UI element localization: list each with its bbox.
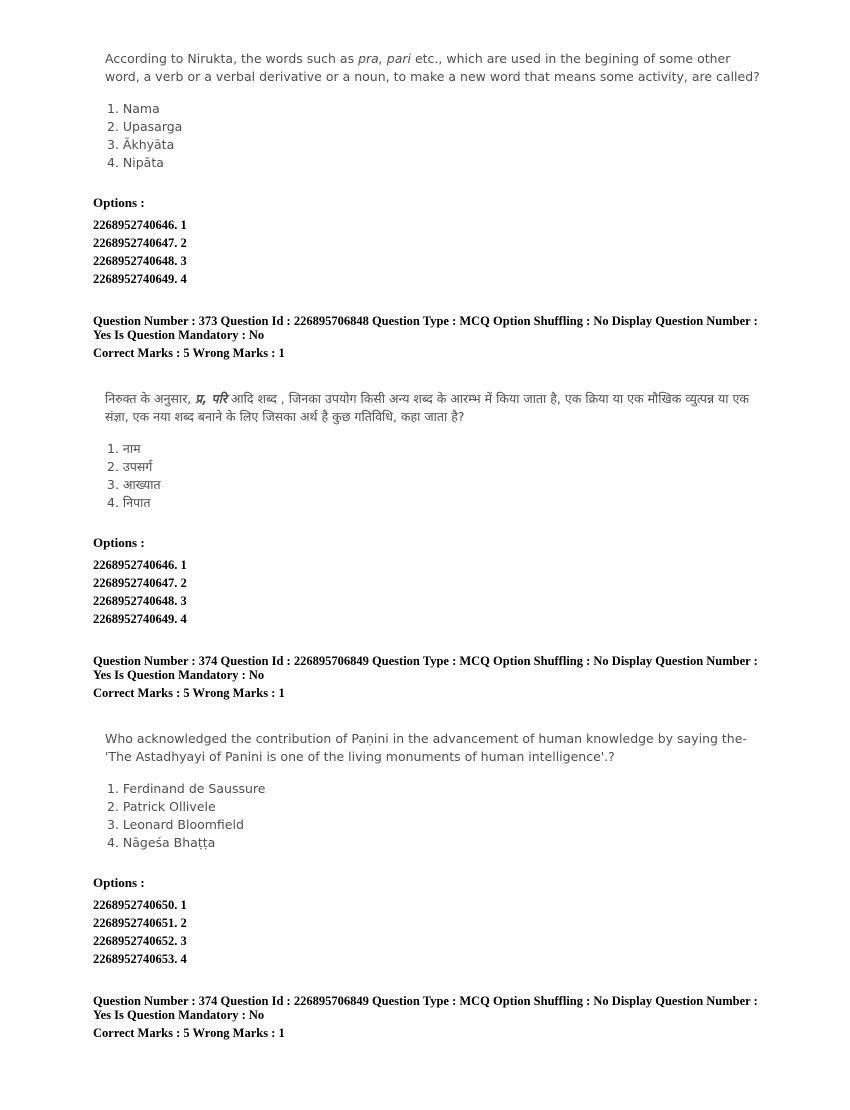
choice-item: 2. Upasarga bbox=[107, 119, 183, 134]
choice-item: 4. निपात bbox=[107, 495, 151, 510]
choice-list bbox=[107, 780, 765, 852]
option-id-row: 2268952740647. 2 bbox=[93, 236, 187, 250]
options-label: Options : bbox=[93, 535, 145, 550]
choice-item: 1. नाम bbox=[107, 441, 141, 456]
question-meta-line: Question Number : 373 Question Id : 226895706848 Question Type : MCQ Option Shuffling : No Display Question Number : Yes Is Question Mandatory : No bbox=[93, 314, 758, 342]
options-label: Options : bbox=[93, 195, 145, 210]
question-meta-block bbox=[93, 314, 765, 360]
option-id-row: 2268952740648. 3 bbox=[93, 254, 187, 268]
choice-item: 2. Patrick Ollivele bbox=[107, 799, 216, 814]
choice-item: 3. आख्यात bbox=[107, 477, 161, 492]
question-block-373-english bbox=[93, 50, 765, 288]
option-id-row: 2268952740649. 4 bbox=[93, 272, 187, 286]
question-text-pre: Who acknowledged the contribution of Paṇini in the advancement of human knowledge by saying the- 'The Astadhyayi of Panini is one of the living monuments of human intelligence'.? bbox=[105, 731, 747, 764]
question-block-374-english bbox=[93, 730, 765, 968]
question-text bbox=[105, 730, 763, 766]
option-id-row: 2268952740649. 4 bbox=[93, 612, 187, 626]
question-text bbox=[105, 50, 763, 86]
question-block-373-hindi bbox=[93, 390, 765, 628]
question-text-post: आदि शब्द , जिनका उपयोग किसी अन्य शब्द के आरम्भ में किया जाता है, एक क्रिया या एक मौखिक व्युत्पन्न या एक संज्ञा, एक नया शब्द बनाने के लिए जिसका अर्थ है कुछ गतिविधि, कहा जाता है? bbox=[105, 391, 750, 424]
question-meta-block bbox=[93, 994, 765, 1040]
option-id-row: 2268952740647. 2 bbox=[93, 576, 187, 590]
choice-list bbox=[107, 440, 765, 512]
marks-line: Correct Marks : 5 Wrong Marks : 1 bbox=[93, 686, 285, 700]
choice-item: 2. उपसर्ग bbox=[107, 459, 153, 474]
marks-line: Correct Marks : 5 Wrong Marks : 1 bbox=[93, 346, 285, 360]
choice-item: 3. Ākhyāta bbox=[107, 137, 175, 152]
marks-line: Correct Marks : 5 Wrong Marks : 1 bbox=[93, 1026, 285, 1040]
question-content bbox=[105, 390, 765, 512]
question-text bbox=[105, 390, 763, 426]
question-content bbox=[105, 730, 765, 852]
options-label: Options : bbox=[93, 875, 145, 890]
choice-item: 4. Nāgeśa Bhaṭṭa bbox=[107, 835, 216, 850]
choice-item: 3. Leonard Bloomfield bbox=[107, 817, 244, 832]
question-text-post: etc., which are used in the begining of some other word, a verb or a verbal derivative or a noun, to make a new word that means some activity, are called? bbox=[105, 51, 760, 84]
choice-list bbox=[107, 100, 765, 172]
option-id-row: 2268952740651. 2 bbox=[93, 916, 187, 930]
choice-item: 4. Nipāta bbox=[107, 155, 164, 170]
option-id-row: 2268952740653. 4 bbox=[93, 952, 187, 966]
option-id-row: 2268952740648. 3 bbox=[93, 594, 187, 608]
question-meta-block bbox=[93, 654, 765, 700]
question-text-italic: प्र, परि bbox=[195, 391, 227, 406]
option-id-row: 2268952740646. 1 bbox=[93, 218, 187, 232]
question-text-pre: According to Nirukta, the words such as bbox=[105, 51, 359, 66]
option-id-row: 2268952740650. 1 bbox=[93, 898, 187, 912]
question-text-italic: pra, pari bbox=[358, 51, 411, 66]
option-id-row: 2268952740646. 1 bbox=[93, 558, 187, 572]
question-text-pre: निरुक्त के अनुसार, bbox=[105, 391, 196, 406]
question-meta-line: Question Number : 374 Question Id : 226895706849 Question Type : MCQ Option Shuffling : No Display Question Number : Yes Is Question Mandatory : No bbox=[93, 654, 758, 682]
question-meta-line: Question Number : 374 Question Id : 226895706849 Question Type : MCQ Option Shuffling : No Display Question Number : Yes Is Question Mandatory : No bbox=[93, 994, 758, 1022]
option-id-row: 2268952740652. 3 bbox=[93, 934, 187, 948]
choice-item: 1. Ferdinand de Saussure bbox=[107, 781, 266, 796]
choice-item: 1. Nama bbox=[107, 101, 160, 116]
question-content bbox=[105, 50, 765, 172]
